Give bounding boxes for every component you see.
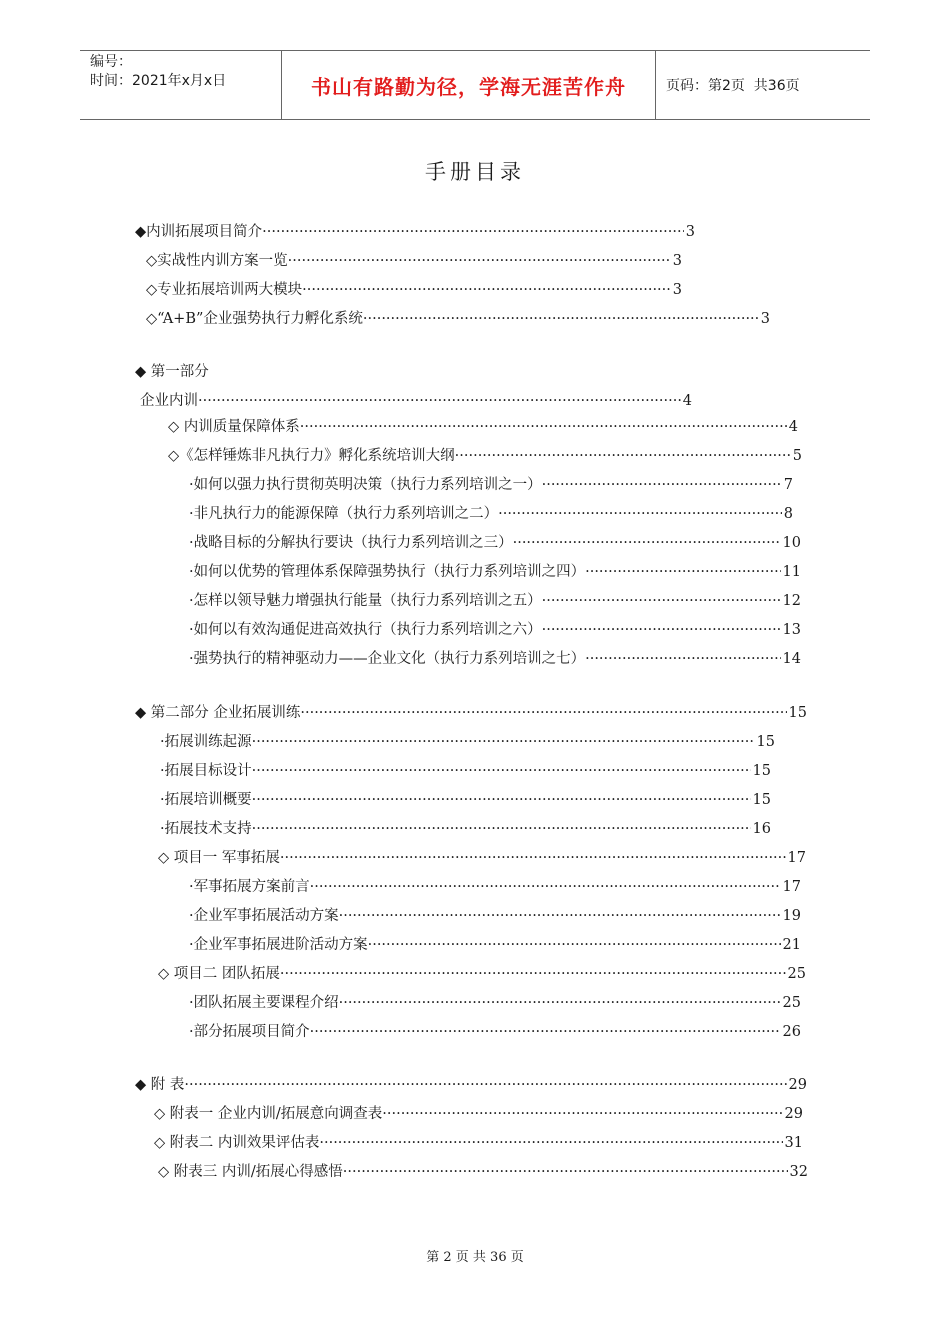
toc-leader (300, 417, 787, 437)
toc-leader (455, 446, 791, 466)
toc-entry-label: ·企业军事拓展活动方案 (189, 908, 339, 924)
toc-entry[interactable] (146, 309, 770, 329)
toc-entry[interactable] (146, 280, 682, 300)
toc-entry-page: 11 (782, 564, 801, 580)
toc-leader (585, 562, 780, 582)
toc-entry-page: 3 (760, 311, 770, 327)
toc-entry[interactable] (189, 993, 801, 1013)
header-page-info: 页码：第2页 共36页 (666, 78, 800, 94)
toc-entry-label: ◇ 内训质量保障体系 (168, 419, 300, 435)
toc-entry-label: ◇专业拓展培训两大模块 (146, 282, 303, 298)
toc-entry-label: 企业内训 (140, 393, 198, 409)
toc-entry-label: ·如何以有效沟通促进高效执行（执行力系列培训之六） (189, 622, 542, 638)
toc-leader (302, 280, 671, 300)
toc-leader (585, 649, 780, 669)
toc-entry[interactable] (158, 848, 806, 868)
toc-entry[interactable] (189, 877, 801, 897)
toc-entry-label: ◇ 附表三 内训/拓展心得感悟 (158, 1164, 343, 1180)
toc-leader (300, 703, 786, 723)
toc-entry-label: ·军事拓展方案前言 (189, 879, 310, 895)
toc-entry-page: 25 (782, 995, 801, 1011)
toc-entry-page: 3 (685, 224, 695, 240)
toc-entry-page: 15 (752, 763, 771, 779)
toc-entry-page: 13 (782, 622, 801, 638)
toc-entry-page: 32 (789, 1164, 808, 1180)
toc-leader (498, 504, 782, 524)
toc-entry-page: 17 (782, 879, 801, 895)
toc-leader (252, 819, 751, 839)
toc-entry-label: ·如何以优势的管理体系保障强势执行（执行力系列培训之四） (189, 564, 586, 580)
toc-entry-page: 3 (672, 253, 682, 269)
toc-entry[interactable] (160, 790, 771, 810)
toc-entry[interactable] (135, 1075, 807, 1095)
toc-entry-label: ◇实战性内训方案一览 (146, 253, 288, 269)
toc-entry-page: 14 (782, 651, 801, 667)
toc-entry-label: ◇ 项目二 团队拓展 (158, 966, 280, 982)
toc-entry-label: ·拓展培训概要 (160, 792, 252, 808)
toc-entry-label: ◇“A+B”企业强势执行力孵化系统 (146, 311, 363, 327)
toc-leader (310, 877, 781, 897)
toc-entry-page: 26 (782, 1024, 801, 1040)
toc-entry-page: 5 (792, 448, 802, 464)
page-title: 手册目录 (425, 160, 525, 184)
toc-leader (368, 935, 781, 955)
toc-entry[interactable] (189, 649, 801, 669)
toc-entry-page: 21 (782, 937, 801, 953)
toc-entry-page: 7 (783, 477, 793, 493)
toc-section-heading[interactable]: ◆ 第一部分 (135, 364, 209, 380)
toc-entry[interactable] (189, 935, 801, 955)
toc-entry[interactable] (189, 620, 801, 640)
toc-entry[interactable] (189, 504, 793, 524)
toc-entry[interactable] (189, 906, 801, 926)
header-motto: 书山有路勤为径，学海无涯苦作舟 (311, 74, 626, 99)
toc-leader (363, 309, 759, 329)
toc-entry-label: ·非凡执行力的能源保障（执行力系列培训之二） (189, 506, 499, 522)
toc-entry-label: ·拓展训练起源 (160, 734, 252, 750)
toc-entry[interactable] (135, 222, 695, 242)
toc-entry-label: ·战略目标的分解执行要诀（执行力系列培训之三） (189, 535, 513, 551)
toc-leader (339, 993, 781, 1013)
toc-entry[interactable] (154, 1104, 803, 1124)
toc-entry-page: 19 (782, 908, 801, 924)
toc-leader (252, 790, 751, 810)
toc-entry-label: ◇ 附表二 内训效果评估表 (154, 1135, 320, 1151)
toc-entry-page: 4 (682, 393, 692, 409)
toc-leader (382, 1104, 782, 1124)
toc-entry-page: 3 (672, 282, 682, 298)
toc-entry[interactable] (158, 964, 806, 984)
toc-entry-label: ◆ 第二部分 企业拓展训练 (135, 705, 301, 721)
toc-leader (542, 475, 782, 495)
toc-leader (319, 1133, 782, 1153)
toc-entry-page: 12 (782, 593, 801, 609)
toc-entry-page: 29 (784, 1106, 803, 1122)
toc-entry-page: 17 (787, 850, 806, 866)
toc-entry-label: ◆ 附 表 (135, 1077, 185, 1093)
toc-entry-page: 10 (782, 535, 801, 551)
toc-entry[interactable] (189, 1022, 801, 1042)
toc-entry-page: 15 (752, 792, 771, 808)
toc-entry-label: ·部分拓展项目简介 (189, 1024, 310, 1040)
toc-entry-label: ◇ 项目一 军事拓展 (158, 850, 280, 866)
toc-entry-label: ·团队拓展主要课程介绍 (189, 995, 339, 1011)
toc-entry[interactable] (160, 761, 771, 781)
toc-leader (252, 761, 751, 781)
toc-entry[interactable] (189, 562, 801, 582)
toc-leader (310, 1022, 781, 1042)
toc-entry[interactable] (140, 391, 692, 411)
toc-entry[interactable] (146, 251, 682, 271)
toc-entry-label: ◇ 附表一 企业内训/拓展意向调查表 (154, 1106, 383, 1122)
toc-entry-page: 16 (752, 821, 771, 837)
toc-entry[interactable] (168, 417, 798, 437)
toc-entry-label: ·强势执行的精神驱动力——企业文化（执行力系列培训之七） (189, 651, 586, 667)
toc-entry[interactable] (160, 732, 775, 752)
toc-entry[interactable] (154, 1133, 803, 1153)
toc-entry[interactable] (160, 819, 771, 839)
toc-leader (513, 533, 781, 553)
toc-entry-label: ◆内训拓展项目简介 (135, 224, 263, 240)
toc-entry-page: 4 (788, 419, 798, 435)
toc-entry[interactable] (135, 703, 807, 723)
code-label: 编号： (90, 54, 132, 70)
toc-entry-label: ·拓展目标设计 (160, 763, 252, 779)
toc-leader (288, 251, 671, 271)
toc-entry-page: 8 (783, 506, 793, 522)
time-label: 时间：2021年x月x日 (90, 73, 227, 89)
toc-leader (542, 620, 781, 640)
toc-entry-page: 31 (784, 1135, 803, 1151)
toc-leader (198, 391, 681, 411)
toc-entry-label: ·拓展技术支持 (160, 821, 252, 837)
toc-entry[interactable] (189, 533, 801, 553)
toc-leader (343, 1162, 788, 1182)
toc-entry[interactable] (168, 446, 802, 466)
page-footer: 第 2 页 共 36 页 (426, 1250, 524, 1265)
toc-entry-label: ◇《怎样锤炼非凡执行力》孵化系统培训大纲 (168, 448, 455, 464)
toc-leader (262, 222, 684, 242)
toc-entry-label: ·怎样以领导魅力增强执行能量（执行力系列培训之五） (189, 593, 542, 609)
toc-entry[interactable] (189, 475, 793, 495)
toc-entry-page: 15 (788, 705, 807, 721)
toc-leader (252, 732, 755, 752)
toc-entry-page: 25 (787, 966, 806, 982)
toc-entry-page: 29 (788, 1077, 807, 1093)
toc-entry-page: 15 (756, 734, 775, 750)
toc-leader (542, 591, 781, 611)
toc-leader (339, 906, 781, 926)
toc-entry-label: ·如何以强力执行贯彻英明决策（执行力系列培训之一） (189, 477, 542, 493)
toc-leader (280, 964, 786, 984)
toc-leader (280, 848, 786, 868)
toc-entry-label: ·企业军事拓展进阶活动方案 (189, 937, 368, 953)
toc-entry[interactable] (189, 591, 801, 611)
toc-leader (184, 1075, 786, 1095)
toc-entry[interactable] (158, 1162, 808, 1182)
